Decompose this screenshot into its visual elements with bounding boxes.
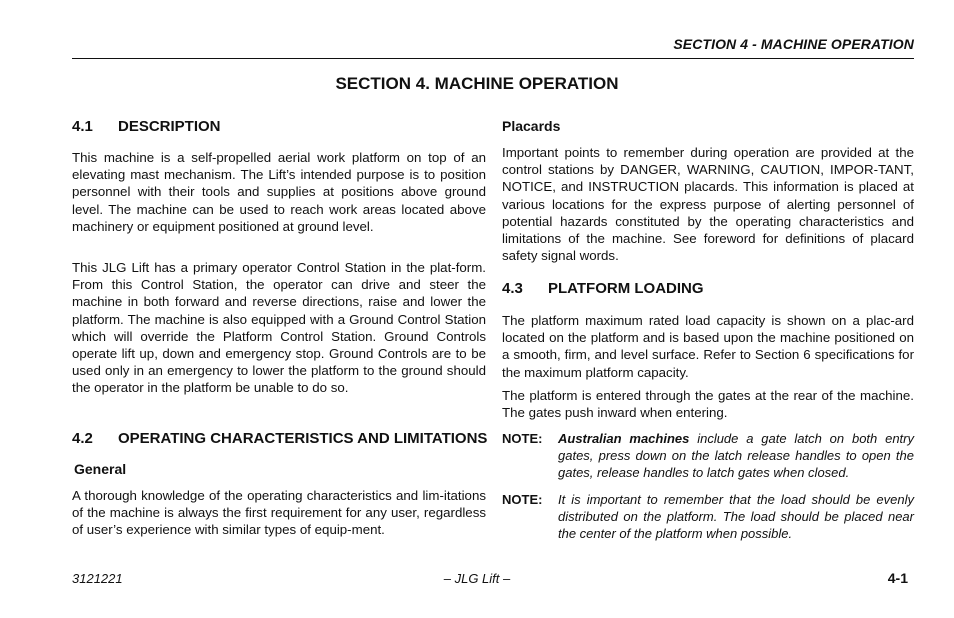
- subheading-general: General: [74, 461, 127, 477]
- general-paragraph: A thorough knowledge of the operating characteristics and lim-itations of the machine is always the first requirement for any user, regardless of user’s experience with similar types of equip-ment.: [72, 488, 486, 538]
- note-label: NOTE:: [502, 492, 543, 507]
- subheading-placards: Placards: [502, 118, 561, 134]
- header-rule: [72, 58, 914, 59]
- heading-4-2-number: 4.2: [72, 430, 93, 447]
- note-emphasis: Australian machines: [558, 431, 690, 446]
- heading-4-2-title: OPERATING CHARACTERISTICS AND LIMITATIONS: [118, 430, 488, 447]
- heading-4-3-number: 4.3: [502, 280, 523, 297]
- platform-loading-paragraph-1: The platform maximum rated load capacity is shown on a plac-ard located on the platform and is based upon the machine positioned on a smooth, firm, and level surface. Refer to Section 6 specifications for the maximum platform capacity.: [502, 313, 914, 380]
- platform-loading-paragraph-2: The platform is entered through the gates at the rear of the machine. The gates push inward when entering.: [502, 388, 914, 421]
- heading-4-1-number: 4.1: [72, 118, 93, 135]
- heading-4-3: [502, 280, 704, 297]
- heading-4-2: [72, 430, 487, 447]
- heading-4-3-title: PLATFORM LOADING: [548, 280, 704, 297]
- note-load-distribution: [502, 491, 914, 545]
- placards-paragraph: Important points to remember during operation are provided at the control stations by DANGER, WARNING, CAUTION, IMPOR-TANT, NOTICE, and INSTRUCTION placards. This information is placed at various locations for the express purpose of alerting personnel of potential hazards constituted by the operating characteristics and limitations of the machine. See foreword for definitions of placard safety signal words.: [502, 145, 914, 264]
- footer-doc-number: 3121221: [72, 571, 123, 586]
- description-paragraph-1: This machine is a self-propelled aerial work platform on top of an elevating mast mechanism. The Lift’s intended purpose is to position personnel with their tools and supplies at positions above ground level. The machine can be used to reach work areas located above machinery or equipment positioned at ground level.: [72, 150, 486, 234]
- heading-4-1-title: DESCRIPTION: [118, 118, 221, 135]
- note-text: include a gate latch on both entry gates, press down on the latch release handles to open the gates, release handles to latch gates when closed.: [558, 431, 914, 481]
- footer-center: – JLG Lift –: [443, 571, 511, 586]
- note-body: [558, 430, 914, 482]
- section-title: SECTION 4. MACHINE OPERATION: [335, 74, 619, 93]
- running-header: SECTION 4 - MACHINE OPERATION: [673, 36, 914, 52]
- description-paragraph-2: This JLG Lift has a primary operator Control Station in the plat-form. From this Control Station, the operator can drive and steer the machine in both forward and reverse directions, raise and lower the platform. The machine is also equipped with a Ground Control Station which will override the Platform Control Station. Ground Controls operate lift up, down and emergency stop. Ground Controls are to be used only in an emergency to lower the platform to the ground should the operator in the platform be unable to do so.: [72, 260, 486, 396]
- note-australian-machines: [502, 430, 914, 484]
- note-label: NOTE:: [502, 431, 543, 446]
- heading-4-1: [72, 118, 221, 135]
- note-body: It is important to remember that the load should be evenly distributed on the platform. The load should be placed near the center of the platform when possible.: [558, 492, 914, 542]
- page-number: 4-1: [887, 570, 908, 586]
